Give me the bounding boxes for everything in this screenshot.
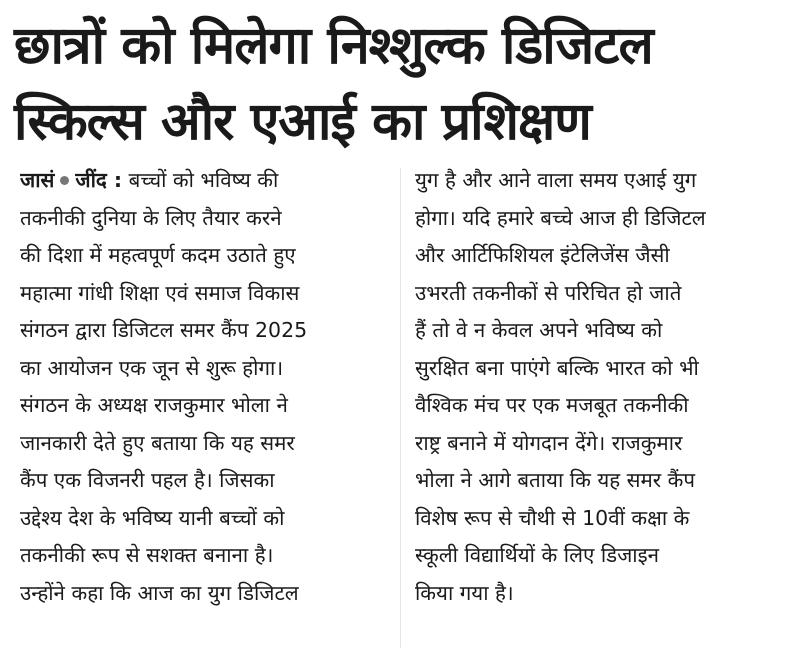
body-text-line: महात्मा गांधी शिक्षा एवं समाज विकास xyxy=(20,280,300,305)
body-text-line: होगा। यदि हमारे बच्चे आज ही डिजिटल xyxy=(415,205,706,230)
body-text-line: संगठन द्वारा डिजिटल समर कैंप 2025 xyxy=(20,318,308,342)
body-text-line: राष्ट्र बनाने में योगदान देंगे। राजकुमार xyxy=(415,430,683,455)
body-text-line: भोला ने आगे बताया कि यह समर कैंप xyxy=(415,468,696,492)
dateline-line xyxy=(20,162,390,200)
body-text-line: उन्होंने कहा कि आज का युग डिजिटल xyxy=(20,580,299,605)
body-text-line: सुरक्षित बना पाएंगे बल्कि भारत को भी xyxy=(415,355,699,380)
article-column-left xyxy=(20,162,390,612)
body-text-line: कैंप एक विजनरी पहल है। जिसका xyxy=(20,468,275,492)
headline-line-2: स्किल्स और एआई का प्रशिक्षण xyxy=(14,92,591,152)
body-text-line: की दिशा में महत्वपूर्ण कदम उठाते हुए xyxy=(20,243,296,267)
body-text-line: उद्देश्य देश के भविष्य यानी बच्चों को xyxy=(20,505,285,530)
body-text-line: संगठन के अध्यक्ष राजकुमार भोला ने xyxy=(20,393,288,417)
body-text-line: स्कूली विद्यार्थियों के लिए डिजाइन xyxy=(415,543,660,567)
article-headline xyxy=(14,8,790,160)
body-text-line: वैश्विक मंच पर एक मजबूत तकनीकी xyxy=(415,393,689,417)
body-text-line: उभरती तकनीकों से परिचित हो जाते xyxy=(415,280,682,305)
body-text-line: का आयोजन एक जून से शुरू होगा। xyxy=(20,355,284,380)
body-text-line: जानकारी देते हुए बताया कि यह समर xyxy=(20,430,295,455)
body-text-line: विशेष रूप से चौथी से 10वीं कक्षा के xyxy=(415,505,690,530)
body-text-line: किया गया है। xyxy=(415,580,514,605)
dateline-source: जासं xyxy=(20,168,55,192)
body-text-line: तकनीकी दुनिया के लिए तैयार करने xyxy=(20,205,282,230)
body-text-line: बच्चों को भविष्य की xyxy=(122,168,279,192)
headline-line-1: छात्रों को मिलेगा निश्शुल्क डिजिटल xyxy=(14,16,653,76)
article-column-right xyxy=(415,162,785,612)
body-text-line: युग है और आने वाला समय एआई युग xyxy=(415,168,697,192)
column-divider xyxy=(400,168,401,648)
dateline-place: जींद : xyxy=(75,168,123,192)
body-text-line: और आर्टिफिशियल इंटेलिजेंस जैसी xyxy=(415,243,670,267)
body-text-line: हैं तो वे न केवल अपने भविष्य को xyxy=(415,318,663,342)
bullet-dot-icon xyxy=(60,176,69,185)
body-text-line: तकनीकी रूप से सशक्त बनाना है। xyxy=(20,543,274,567)
